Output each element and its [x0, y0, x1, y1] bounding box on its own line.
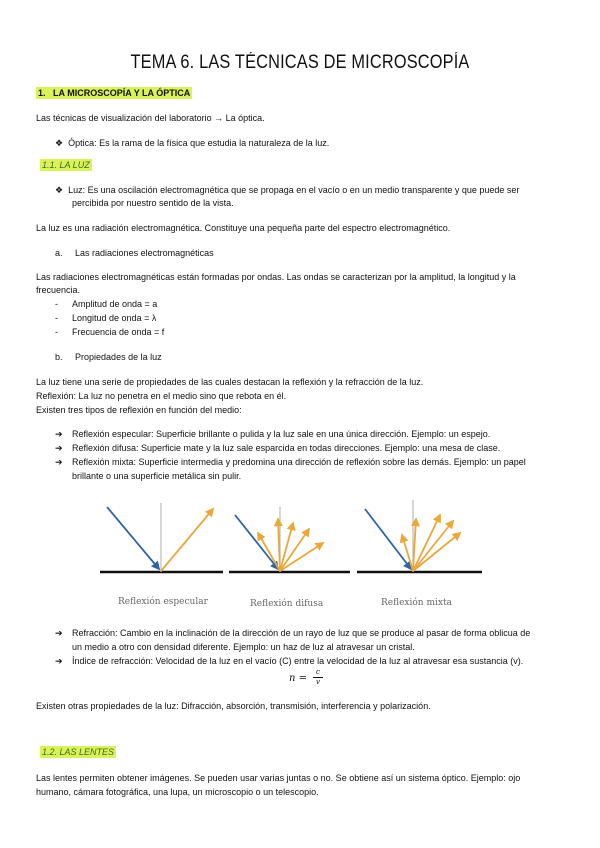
bullet-luz	[55, 184, 519, 197]
arrow-bullet-icon: ➔	[55, 628, 63, 638]
especular-diagram	[100, 503, 223, 572]
propiedades-line1: La luz tiene una serie de propiedades de las cuales destacan la reflexión y la refracción de la luz.	[36, 377, 424, 387]
arrow-bullet-icon: ➔	[55, 656, 63, 666]
subsection-heading-luz	[40, 159, 92, 172]
list-label-a: a.	[55, 248, 63, 258]
dash-bullet-icon: -	[55, 299, 58, 309]
section-heading	[36, 87, 192, 100]
formula-numerator: c	[316, 668, 320, 676]
dash-bullet-icon: -	[55, 327, 58, 337]
diamond-bullet-icon: ❖	[55, 138, 64, 148]
luz-paragraph: La luz es una radiación electromagnética. Constituye una pequeña parte del espectro electromagnético.	[36, 223, 451, 233]
refraccion-line2: un medio a otro con densidad diferente. Ejemplo: un haz de luz al atravesar un cristal.	[72, 642, 415, 652]
incident-ray	[107, 507, 159, 569]
list-item-text: Amplitud de onda = a	[72, 299, 158, 309]
subheading-propiedades	[55, 351, 162, 364]
subsection-heading-lentes	[40, 746, 116, 759]
section-title: LA MICROSCOPÍA Y LA ÓPTICA	[53, 88, 191, 98]
bullet-luz-line2: percibida por nuestro sentido de la vista.	[72, 198, 234, 208]
subheading-radiaciones-text: Las radiaciones electromagnéticas	[75, 248, 214, 258]
reflexion-mixta-text: Reflexión mixta: Superficie intermedia y predomina una dirección de reflexión sobre las demás. Ejemplo: un papel	[72, 457, 526, 467]
list-item	[55, 298, 158, 311]
propiedades-line3: Existen tres tipos de reflexión en función del medio:	[36, 405, 242, 415]
reflexion-difusa-text: Reflexión difusa: Superficie mate y la luz sale esparcida en todas direcciones. Ejemplo: una mesa de clase.	[72, 443, 501, 453]
reflexion-mixta-item	[55, 456, 526, 469]
indice-text: Índice de refracción: Velocidad de la luz en el vacío (C) entre la velocidad de la luz al atravesar esa sustancia (v).	[72, 656, 524, 666]
bullet-luz-line1: Luz: Es una oscilación electromagnética que se propaga en el vacío o en un medio transparente y que puede ser	[68, 185, 520, 195]
incident-ray	[235, 515, 278, 569]
diamond-bullet-icon: ❖	[55, 185, 64, 195]
propiedades-line2: Reflexión: La luz no penetra en el medio sino que rebota en él.	[36, 391, 287, 401]
list-item	[55, 312, 157, 325]
dash-bullet-icon: -	[55, 313, 58, 323]
subheading-propiedades-text: Propiedades de la luz	[75, 352, 162, 362]
radiaciones-para-line1: Las radiaciones electromagnéticas están formadas por ondas. Las ondas se caracterizan por la amplitud, la longitud y la	[36, 272, 516, 282]
reflexion-especular-text: Reflexión especular: Superficie brillante o pulida y la luz sale en una única dirección. Ejemplo: un espejo.	[72, 429, 491, 439]
formula-denominator: v	[316, 678, 320, 686]
reflexion-mixta-line2: brillante o una superficie metálica sin pulir.	[72, 471, 242, 481]
list-item-text: Longitud de onda = λ	[72, 313, 157, 323]
reflected-ray	[161, 509, 213, 571]
reflected-ray	[280, 529, 309, 571]
mixta-diagram	[357, 500, 482, 572]
reflexion-especular-item	[55, 428, 491, 441]
refraccion-item	[55, 627, 531, 640]
indice-item	[55, 655, 524, 668]
page-title: TEMA 6. LAS TÉCNICAS DE MICROSCOPÍA	[130, 52, 470, 73]
list-item	[55, 326, 165, 339]
formula-lhs: n =	[289, 673, 307, 684]
figure-label-mixta: Reflexión mixta	[381, 598, 452, 608]
figure-label-especular: Reflexión especular	[118, 597, 208, 607]
figure-label-difusa: Reflexión difusa	[250, 599, 324, 609]
reflexion-difusa-item	[55, 442, 501, 455]
reflected-ray	[413, 533, 460, 571]
arrow-bullet-icon: ➔	[55, 443, 63, 453]
subsection-luz-label: 1.1. LA LUZ	[42, 160, 90, 170]
radiaciones-para-line2: frecuencia.	[36, 285, 81, 295]
otras-propiedades: Existen otras propiedades de la luz: Difracción, absorción, transmisión, interferencia y polarización.	[36, 701, 431, 711]
lentes-line2: humano, cámara fotográfica, una lupa, un microscopio o un telescopio.	[36, 787, 319, 797]
section-number: 1.	[38, 88, 46, 98]
list-label-b: b.	[55, 352, 63, 362]
refraccion-text: Refracción: Cambio en la inclinación de la dirección de un rayo de luz que se produce al pasar de forma oblicua de	[72, 628, 531, 638]
list-item-text: Frecuencia de onda = f	[72, 327, 165, 337]
arrow-bullet-icon: ➔	[55, 429, 63, 439]
difusa-diagram	[229, 507, 350, 572]
arrow-bullet-icon: ➔	[55, 457, 63, 467]
reflected-ray	[258, 533, 280, 571]
bullet-optica-text: Óptica: Es la rama de la física que estudia la naturaleza de la luz.	[68, 138, 330, 148]
subsection-lentes-label: 1.2. LAS LENTES	[42, 747, 115, 757]
subheading-radiaciones	[55, 247, 214, 260]
lentes-line1: Las lentes permiten obtener imágenes. Se pueden usar varias juntas o no. Se obtiene así un sistema óptico. Ejemplo: ojo	[36, 773, 521, 783]
bullet-optica	[55, 137, 329, 150]
intro-text: Las técnicas de visualización del laboratorio → La óptica.	[36, 113, 265, 123]
